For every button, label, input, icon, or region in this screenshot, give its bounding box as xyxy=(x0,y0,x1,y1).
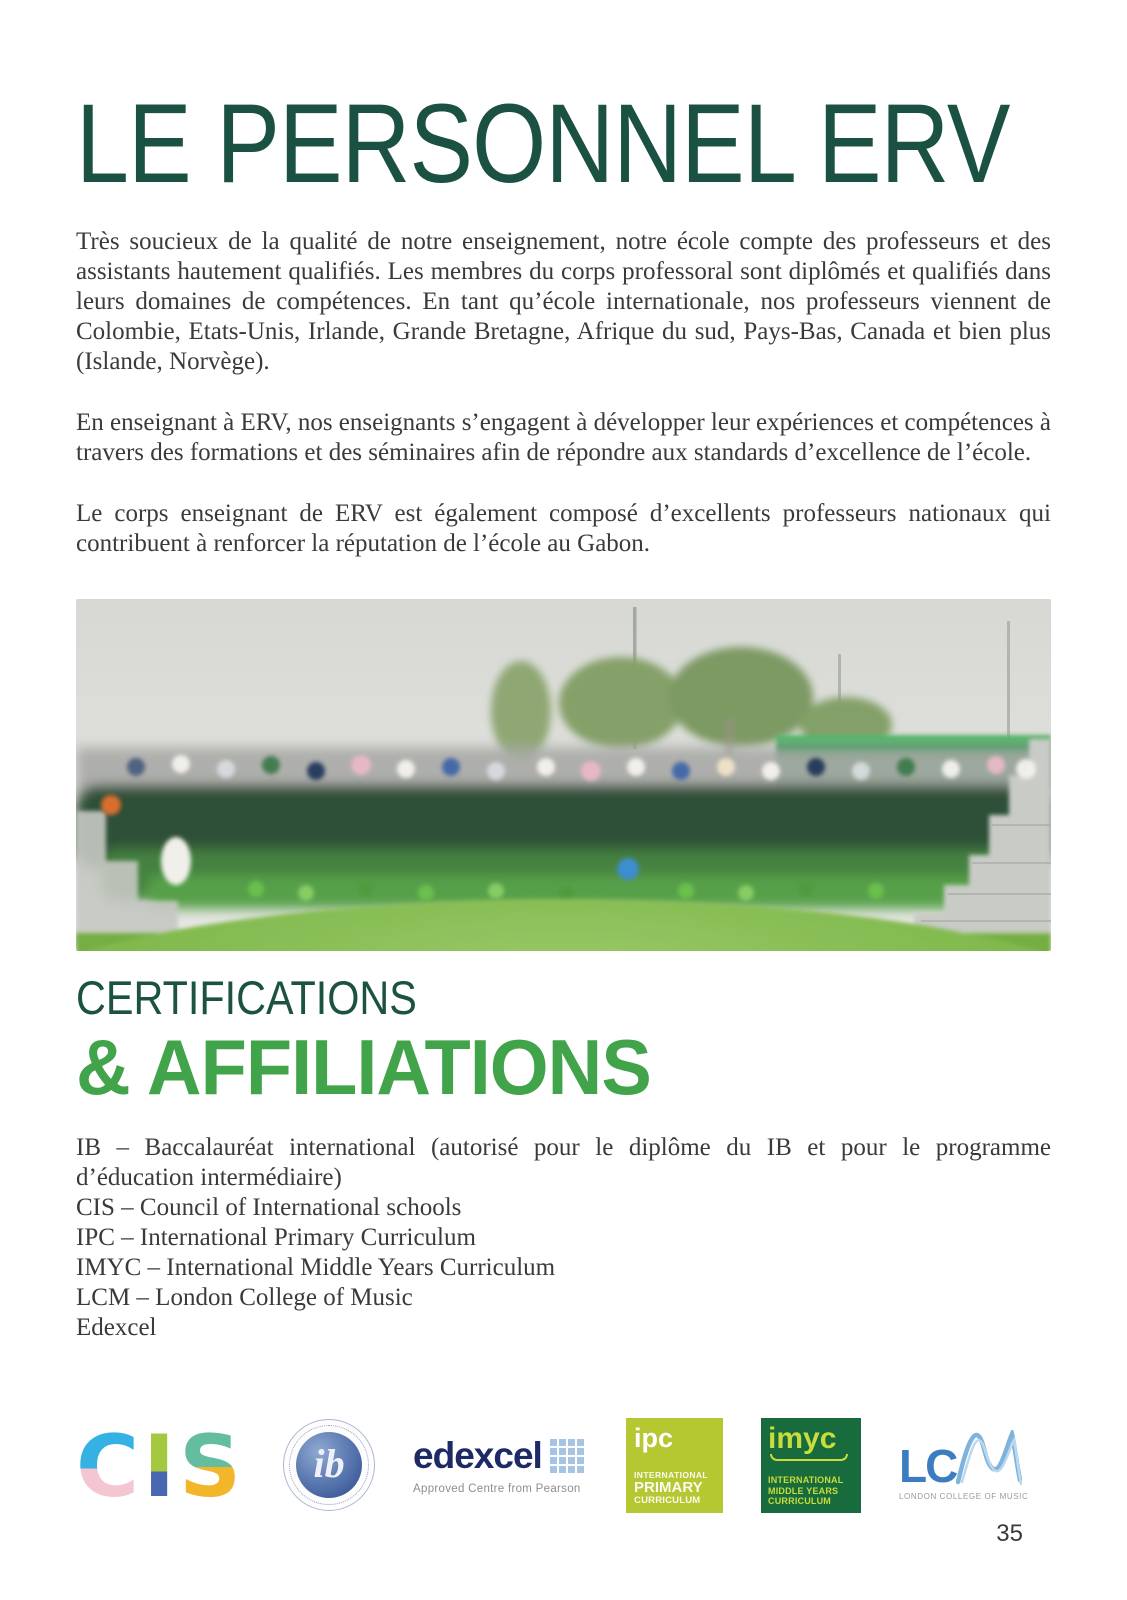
affiliations-list xyxy=(76,1133,1051,1343)
edexcel-caption: Approved Centre from Pearson xyxy=(413,1483,581,1495)
group-photo-illustration xyxy=(76,599,1051,951)
section-heading-certifications: CERTIFICATIONS xyxy=(76,971,417,1024)
intro-paragraph-3: Le corps enseignant de ERV est également composé d’excellents professeurs nationaux qui contribuent à renforcer la réputation de l’école au Gabon. xyxy=(76,500,1051,557)
imyc-caption-line3: CURRICULUM xyxy=(768,1496,832,1506)
ipc-mark: ipc xyxy=(634,1422,674,1453)
edexcel-logo xyxy=(413,1435,588,1495)
lcm-wave-m-icon xyxy=(956,1430,1022,1488)
list-item: IMYC – International Middle Years Curriculum xyxy=(76,1254,556,1281)
ipc-caption-line1: INTERNATIONAL xyxy=(634,1469,709,1480)
imyc-caption-line1: INTERNATIONAL xyxy=(768,1475,844,1485)
list-item: Edexcel xyxy=(76,1314,157,1341)
list-item: IB – Baccalauréat international (autorisé pour le diplôme du IB et pour le programme d’éducation intermédiaire) xyxy=(76,1134,1051,1191)
page-title: LE PERSONNEL ERV xyxy=(76,81,1010,206)
imyc-mark: imyc xyxy=(768,1421,837,1455)
certification-logos-row xyxy=(76,1415,1051,1515)
imyc-logo xyxy=(761,1418,861,1513)
edexcel-wordmark: edexcel xyxy=(413,1435,542,1476)
ib-mark: ib xyxy=(313,1440,345,1486)
lcm-caption: LONDON COLLEGE OF MUSIC xyxy=(899,1491,1029,1501)
ipc-caption-line3: CURRICULUM xyxy=(634,1494,701,1506)
cis-letter-i: I xyxy=(143,1417,180,1517)
cis-letter-c: C xyxy=(76,1417,144,1517)
staff-group-photo xyxy=(76,599,1051,951)
lcm-letters: LC xyxy=(899,1439,957,1492)
edexcel-squares-icon xyxy=(550,1439,584,1473)
lcm-logo xyxy=(899,1430,1029,1501)
imyc-swoosh xyxy=(770,1454,848,1461)
imyc-caption-line2: MIDDLE YEARS xyxy=(768,1485,839,1496)
ib-inner-circle xyxy=(296,1432,362,1498)
ib-logo xyxy=(283,1419,375,1511)
section-heading-affiliations: & AFFILIATIONS xyxy=(76,1023,651,1111)
ipc-logo xyxy=(626,1418,723,1513)
ipc-caption-line2: PRIMARY xyxy=(634,1478,703,1496)
intro-paragraph-1: Très soucieux de la qualité de notre enseignement, notre école compte des professeurs et des assistants hautement qualifiés. Les membres du corps professoral sont diplômés et qualifiés dans leurs domaines de compétences. En tant qu’école internationale, nos professeurs viennent de Colombie, Etats-Unis, Irlande, Grande Bretagne, Afrique du sud, Pays-Bas, Canada et bien plus (Islande, Norvège). xyxy=(76,228,1051,375)
page-number: 35 xyxy=(996,1520,1023,1547)
list-item: CIS – Council of International schools xyxy=(76,1194,462,1221)
list-item: IPC – International Primary Curriculum xyxy=(76,1224,476,1251)
list-item: LCM – London College of Music xyxy=(76,1284,413,1311)
cis-letter-s: S xyxy=(179,1417,246,1517)
intro-paragraph-2: En enseignant à ERV, nos enseignants s’engagent à développer leur expériences et compétences à travers des formations et des séminaires afin de répondre aux standards d’excellence de l’école. xyxy=(76,409,1051,466)
cis-logo xyxy=(76,1417,246,1517)
